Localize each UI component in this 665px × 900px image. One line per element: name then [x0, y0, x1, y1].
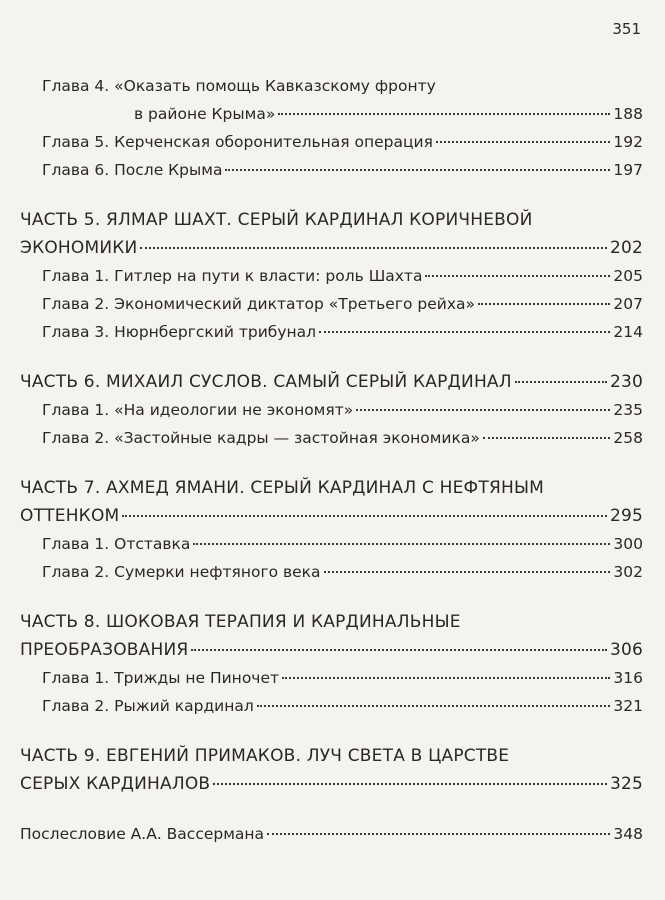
toc-entry-label: Глава 2. Рыжий кардинал: [42, 697, 254, 715]
toc-page-number: 316: [613, 669, 643, 687]
toc-entry-part-7-chapter-2[interactable]: [20, 558, 643, 586]
dot-leader: [478, 303, 610, 305]
toc-page-number: 197: [613, 161, 643, 179]
toc-part-5-line-2[interactable]: [20, 234, 643, 262]
dot-leader: [225, 169, 610, 171]
dot-leader: [278, 113, 610, 115]
toc-page-number: 235: [613, 401, 643, 419]
dot-leader: [193, 543, 610, 545]
dot-leader: [140, 247, 606, 249]
toc-page-number: 348: [613, 825, 643, 843]
toc-page-number: 325: [609, 774, 643, 794]
toc-entry-part-5-chapter-1[interactable]: [20, 262, 643, 290]
toc-entry-part-6-chapter-1[interactable]: [20, 396, 643, 424]
toc-entry-label: Глава 2. Сумерки нефтяного века: [42, 563, 321, 581]
toc-page-number: 207: [613, 295, 643, 313]
toc-page-number: 214: [613, 323, 643, 341]
dot-leader: [425, 275, 610, 277]
toc-page-number: 258: [613, 429, 643, 447]
toc-entry-label: Глава 2. «Застойные кадры — застойная экономика»: [42, 429, 480, 447]
toc-entry-afterword[interactable]: [20, 820, 643, 848]
dot-leader: [515, 381, 607, 383]
toc-entry-label: в районе Крыма»: [134, 105, 276, 123]
toc-part-7-line-2[interactable]: [20, 502, 643, 530]
dot-leader: [122, 515, 607, 517]
toc-entry-label: Глава 1. Трижды не Пиночет: [42, 669, 280, 687]
toc-entry-label: Послесловие А.А. Вассермана: [20, 825, 265, 843]
toc-page-number: 295: [609, 506, 643, 526]
dot-leader: [282, 677, 610, 679]
toc-entry-chapter-5[interactable]: [20, 128, 643, 156]
toc-page-number: 205: [613, 267, 643, 285]
dot-leader: [324, 571, 611, 573]
toc-entry-label: Глава 4. «Оказать помощь Кавказскому фронту: [42, 77, 436, 95]
toc-part-title: ПРЕОБРАЗОВАНИЯ: [20, 640, 189, 660]
toc-entry-part-8-chapter-1[interactable]: [20, 664, 643, 692]
toc-entry-part-7-chapter-1[interactable]: [20, 530, 643, 558]
toc-part-6[interactable]: [20, 368, 643, 396]
dot-leader: [483, 437, 611, 439]
dot-leader: [356, 409, 610, 411]
dot-leader: [257, 705, 611, 707]
toc-page-number: 192: [613, 133, 643, 151]
toc-entry-part-5-chapter-2[interactable]: [20, 290, 643, 318]
toc-page-number: 306: [609, 640, 643, 660]
toc-entry-part-8-chapter-2[interactable]: [20, 692, 643, 720]
toc-part-5-line-1[interactable]: [20, 206, 643, 234]
toc-part-title: ЧАСТЬ 8. ШОКОВАЯ ТЕРАПИЯ И КАРДИНАЛЬНЫЕ: [20, 612, 461, 632]
toc-part-title: СЕРЫХ КАРДИНАЛОВ: [20, 774, 211, 794]
toc-part-title: ЧАСТЬ 9. ЕВГЕНИЙ ПРИМАКОВ. ЛУЧ СВЕТА В ЦАРСТВЕ: [20, 746, 510, 766]
toc-part-title: ЧАСТЬ 5. ЯЛМАР ШАХТ. СЕРЫЙ КАРДИНАЛ КОРИЧНЕВОЙ: [20, 210, 533, 230]
dot-leader: [213, 783, 607, 785]
dot-leader: [319, 331, 610, 333]
toc-entry-part-5-chapter-3[interactable]: [20, 318, 643, 346]
toc-entry-part-6-chapter-2[interactable]: [20, 424, 643, 452]
toc-entry-chapter-4-line-1[interactable]: [20, 72, 643, 100]
toc-part-8-line-1[interactable]: [20, 608, 643, 636]
dot-leader: [191, 649, 607, 651]
toc-entry-label: Глава 1. Отставка: [42, 535, 191, 553]
toc-part-9-line-2[interactable]: [20, 770, 643, 798]
toc-part-9-line-1[interactable]: [20, 742, 643, 770]
toc-entry-label: Глава 1. «На идеологии не экономят»: [42, 401, 354, 419]
toc-part-title: ОТТЕНКОМ: [20, 506, 120, 526]
toc-entry-label: Глава 2. Экономический диктатор «Третьего рейха»: [42, 295, 475, 313]
dot-leader: [436, 141, 610, 143]
toc-page-number: 188: [613, 105, 643, 123]
toc-part-title: ЭКОНОМИКИ: [20, 238, 138, 258]
toc-entry-chapter-4-line-2[interactable]: [20, 100, 643, 128]
toc-page-number: 230: [609, 372, 643, 392]
dot-leader: [267, 833, 610, 835]
toc-entry-label: Глава 1. Гитлер на пути к власти: роль Шахта: [42, 267, 423, 285]
toc-entry-label: Глава 5. Керченская оборонительная операция: [42, 133, 433, 151]
toc-part-title: ЧАСТЬ 7. АХМЕД ЯМАНИ. СЕРЫЙ КАРДИНАЛ С НЕФТЯНЫМ: [20, 478, 545, 498]
toc-page-number: 202: [609, 238, 643, 258]
toc-page-number: 300: [613, 535, 643, 553]
toc-entry-label: Глава 3. Нюрнбергский трибунал: [42, 323, 317, 341]
toc-part-8-line-2[interactable]: [20, 636, 643, 664]
page-number: 351: [612, 20, 641, 38]
toc-page-number: 302: [613, 563, 643, 581]
toc-entry-chapter-6[interactable]: [20, 156, 643, 184]
toc-entry-label: Глава 6. После Крыма: [42, 161, 223, 179]
toc-part-title: ЧАСТЬ 6. МИХАИЛ СУСЛОВ. САМЫЙ СЕРЫЙ КАРДИНАЛ: [20, 372, 512, 392]
toc-page-number: 321: [613, 697, 643, 715]
toc-part-7-line-1[interactable]: [20, 474, 643, 502]
table-of-contents: [20, 72, 643, 848]
